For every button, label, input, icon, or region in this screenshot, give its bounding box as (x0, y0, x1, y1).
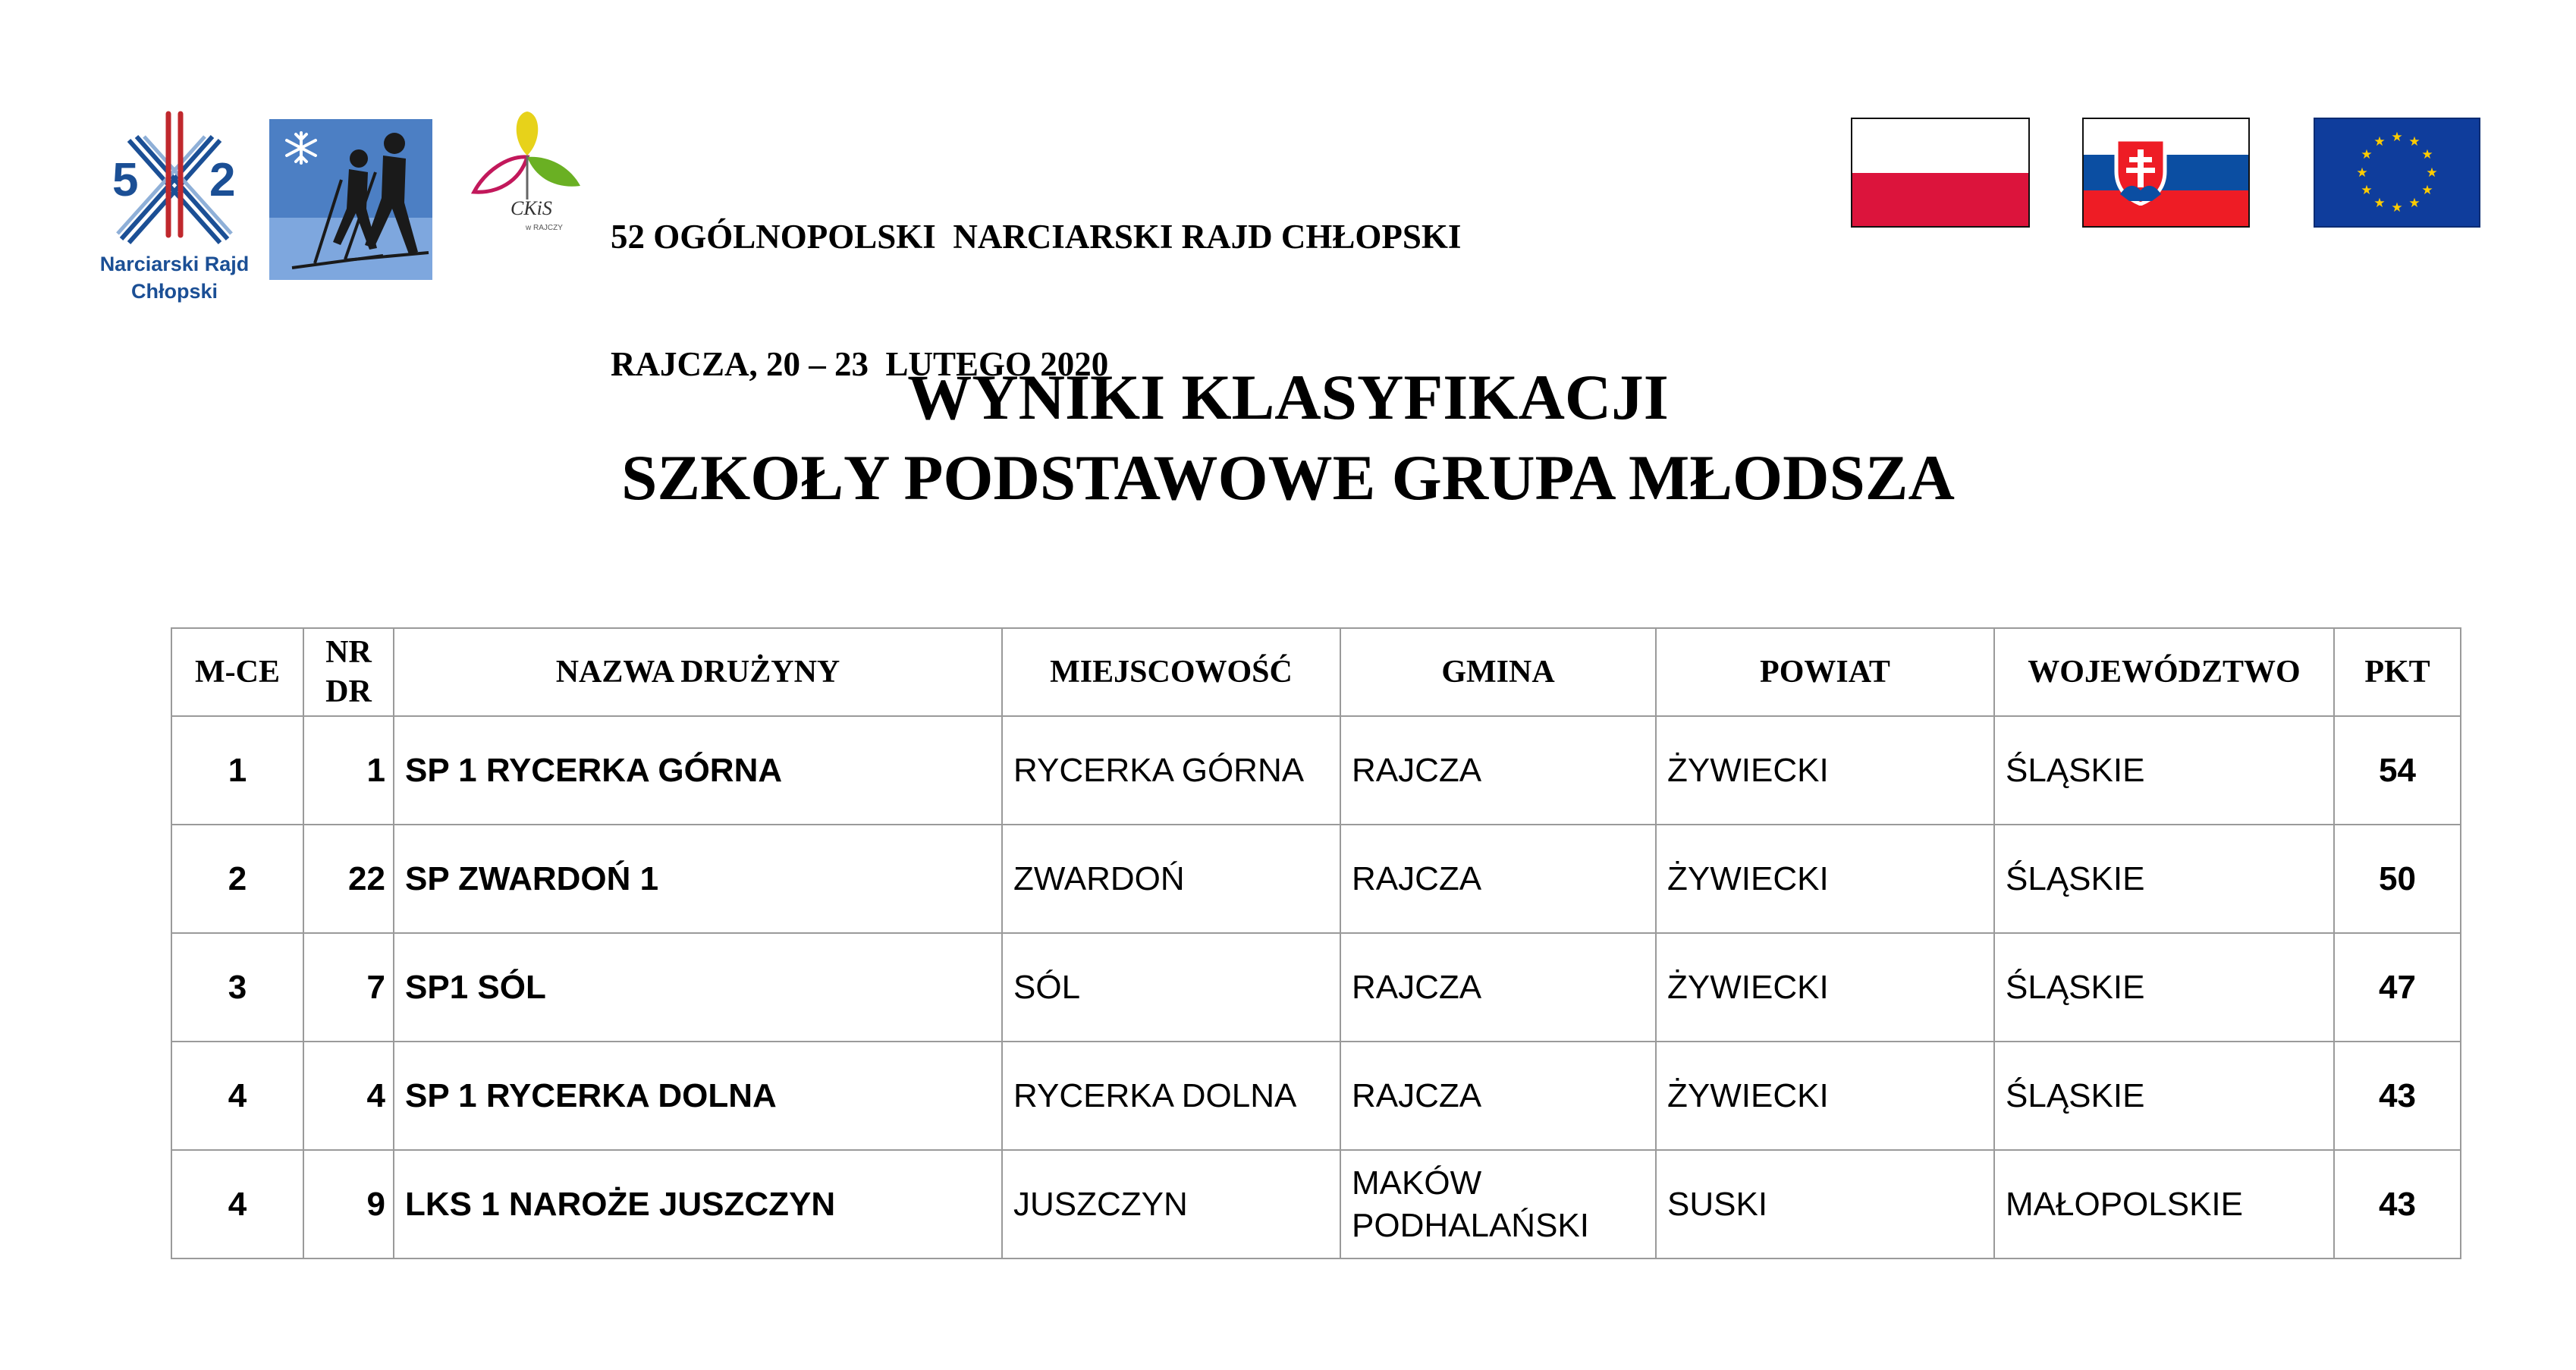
cell-voivodeship: MAŁOPOLSKIE (1994, 1150, 2334, 1258)
svg-text:★: ★ (2426, 165, 2438, 181)
cell-voivodeship: ŚLĄSKIE (1994, 1042, 2334, 1150)
poland-flag (1851, 118, 2030, 228)
column-header-county: POWIAT (1656, 628, 1994, 716)
table-header-row (171, 628, 2461, 716)
cell-town: ZWARDOŃ (1002, 825, 1340, 933)
ckis-logo (467, 110, 588, 247)
rally-52-digit-2: 2 (209, 154, 236, 206)
cell-team: SP 1 RYCERKA DOLNA (394, 1042, 1002, 1150)
column-header-points: PKT (2334, 628, 2461, 716)
results-table (171, 627, 2461, 1259)
eu-stars-icon (2315, 119, 2479, 226)
cell-place: 3 (171, 933, 303, 1042)
cell-points: 43 (2334, 1150, 2461, 1258)
table-row (171, 825, 2461, 933)
cell-points: 43 (2334, 1042, 2461, 1150)
cell-commune: RAJCZA (1340, 716, 1656, 825)
cell-voivodeship: ŚLĄSKIE (1994, 716, 2334, 825)
skier-logo (269, 119, 432, 280)
cell-team: SP ZWARDOŃ 1 (394, 825, 1002, 933)
cell-team: SP1 SÓL (394, 933, 1002, 1042)
cell-points: 50 (2334, 825, 2461, 933)
cell-place: 1 (171, 716, 303, 825)
cell-team: SP 1 RYCERKA GÓRNA (394, 716, 1002, 825)
table-row (171, 716, 2461, 825)
cell-town: RYCERKA DOLNA (1002, 1042, 1340, 1150)
cell-commune: RAJCZA (1340, 825, 1656, 933)
page-subtitle: SZKOŁY PODSTAWOWE GRUPA MŁODSZA (621, 442, 1955, 514)
event-title-line2: RAJCZA, 20 – 23 LUTEGO 2020 (611, 345, 1109, 383)
cell-nr: 9 (303, 1150, 394, 1258)
column-header-commune: GMINA (1340, 628, 1656, 716)
cell-county: ŻYWIECKI (1656, 1042, 1994, 1150)
column-header-nr-dr (303, 628, 394, 716)
rally-52-caption-line2: Chłopski (130, 280, 218, 303)
ckis-subtext: w RAJCZY (526, 224, 563, 232)
cell-points: 54 (2334, 716, 2461, 825)
svg-text:★: ★ (2361, 183, 2373, 198)
column-header-nr: NR (325, 635, 372, 670)
table-row (171, 1150, 2461, 1258)
cell-nr: 22 (303, 825, 394, 933)
cell-commune: RAJCZA (1340, 1042, 1656, 1150)
table-row (171, 933, 2461, 1042)
rally-52-logo (80, 106, 269, 311)
cell-team: LKS 1 NAROŻE JUSZCZYN (394, 1150, 1002, 1258)
column-header-dr: DR (325, 674, 372, 709)
rally-52-digit-5: 5 (112, 154, 139, 206)
cell-town: RYCERKA GÓRNA (1002, 716, 1340, 825)
cell-place: 4 (171, 1042, 303, 1150)
skier-icon (269, 119, 432, 280)
svg-text:★: ★ (2356, 165, 2368, 181)
rally-52-emblem (99, 106, 250, 250)
svg-text:★: ★ (2373, 196, 2386, 211)
cell-county: SUSKI (1656, 1150, 1994, 1258)
ckis-flower-icon (467, 110, 588, 201)
cell-place: 2 (171, 825, 303, 933)
cell-nr: 7 (303, 933, 394, 1042)
cell-town: SÓL (1002, 933, 1340, 1042)
cell-nr: 4 (303, 1042, 394, 1150)
svg-text:★: ★ (2373, 134, 2386, 149)
cell-county: ŻYWIECKI (1656, 933, 1994, 1042)
svg-text:★: ★ (2391, 130, 2403, 145)
svg-text:★: ★ (2421, 147, 2433, 162)
column-header-team: NAZWA DRUŻYNY (394, 628, 1002, 716)
table-row (171, 1042, 2461, 1150)
slovakia-flag (2082, 118, 2250, 228)
cell-county: ŻYWIECKI (1656, 825, 1994, 933)
cell-county: ŻYWIECKI (1656, 716, 1994, 825)
slovakia-coat-of-arms-icon (2114, 137, 2167, 206)
svg-text:★: ★ (2408, 134, 2420, 149)
cell-voivodeship: ŚLĄSKIE (1994, 825, 2334, 933)
cell-commune: RAJCZA (1340, 933, 1656, 1042)
cell-nr: 1 (303, 716, 394, 825)
rally-52-caption (80, 250, 269, 305)
cell-town: JUSZCZYN (1002, 1150, 1340, 1258)
page-title: WYNIKI KLASYFIKACJI (907, 362, 1669, 433)
cell-points: 47 (2334, 933, 2461, 1042)
ckis-text: CKiS (510, 197, 552, 219)
column-header-voivodeship: WOJEWÓDZTWO (1994, 628, 2334, 716)
column-header-place: M-CE (171, 628, 303, 716)
cell-voivodeship: ŚLĄSKIE (1994, 933, 2334, 1042)
svg-text:★: ★ (2391, 200, 2403, 215)
cell-place: 4 (171, 1150, 303, 1258)
rally-52-caption-line1: Narciarski Rajd (99, 253, 250, 275)
svg-text:★: ★ (2421, 183, 2433, 198)
cell-commune: MAKÓW PODHALAŃSKI (1340, 1150, 1656, 1258)
eu-flag (2314, 118, 2480, 228)
svg-text:★: ★ (2361, 147, 2373, 162)
event-title-line1: 52 OGÓLNOPOLSKI NARCIARSKI RAJD CHŁOPSKI (611, 218, 1462, 256)
svg-text:★: ★ (2408, 196, 2420, 211)
column-header-town: MIEJSCOWOŚĆ (1002, 628, 1340, 716)
